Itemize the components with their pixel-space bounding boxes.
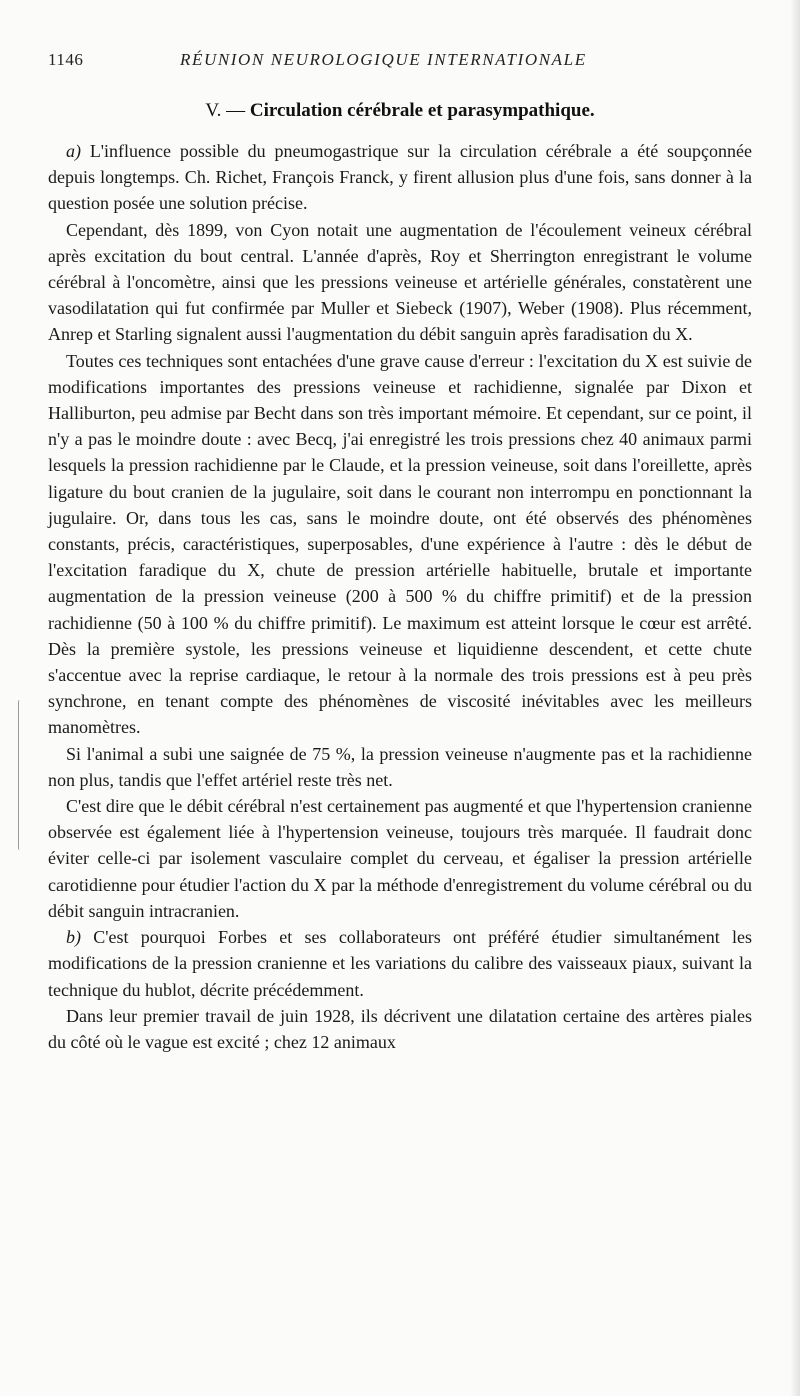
margin-pencil-mark [18,700,22,850]
paragraph [48,924,752,1003]
page-edge-shadow [790,0,800,1396]
paragraph [48,1003,752,1055]
paragraph-label: a) [66,141,81,161]
paragraph-text: C'est dire que le débit cérébral n'est certainement pas augmenté et que l'hypertension cranienne observée est également liée à l'hypertension veineuse, toujours très marquée. Il faudrait donc éviter celle-ci par isolement vasculaire complet du cerveau, et égaliser la pression artérielle carotidienne pour étudier l'action du X par la méthode d'enregistrement du volume cérébral ou du débit sanguin intracranien. [48,796,752,921]
section-number: V. — [205,100,246,121]
running-header [48,50,752,74]
paragraph-text: L'influence possible du pneumogastrique sur la circulation cérébrale a été soupçonnée depuis longtemps. Ch. Richet, François Franck, y firent allusion plus d'une fois, sans donner à la question posée une solution précise. [48,141,752,214]
paragraph-text: C'est pourquoi Forbes et ses collaborateurs ont préféré étudier simultanément les modifications de la pression cranienne et les variations du calibre des vaisseaux piaux, suivant la technique du hublot, décrite précédemment. [48,927,752,1000]
paragraph [48,741,752,793]
paragraph-text: Toutes ces techniques sont entachées d'une grave cause d'erreur : l'excitation du X est suivie de modifications importantes des pressions veineuse et rachidienne, signalée par Dixon et Halliburton, peu admise par Becht dans son très important mémoire. Et cependant, sur ce point, il n'y a pas le moindre doute : avec Becq, j'ai enregistré les trois pressions chez 40 animaux parmi lesquels la pression rachidienne par le Claude, et la pression veineuse, soit dans l'oreillette, après ligature du bout cranien de la jugulaire, soit dans le courant non interrompu en ponctionnant la jugulaire. Or, dans tous les cas, sans le moindre doute, ont été observés des phénomènes constants, précis, caractéristiques, superposables, d'une expérience à l'autre : dès le début de l'excitation faradique du X, chute de pression artérielle habituelle, brutale et importante augmentation de la pression veineuse (200 à 500 % du chiffre primitif) et de la pression rachidienne (50 à 100 % du chiffre primitif). Le maximum est atteint lorsque le cœur est arrêté. Dès la première systole, les pressions veineuse et liquidienne descendent, et cette chute s'accentue avec la reprise cardiaque, le retour à la normale des trois pressions est à peu près synchrone, en tenant compte des phénomènes de viscosité inévitables avec les meilleurs manomètres. [48,350,752,738]
body-text [48,138,752,1055]
paragraph [48,348,752,741]
paragraph [48,217,752,348]
paragraph-text: Dans leur premier travail de juin 1928, ils décrivent une dilatation certaine des artères piales du côté où le vague est excité ; chez 12 animaux [48,1005,752,1052]
running-title: RÉUNION NEUROLOGIQUE INTERNATIONALE [180,50,587,69]
paragraph [48,793,752,924]
section-heading [48,100,752,122]
paragraph-text: Si l'animal a subi une saignée de 75 %, la pression veineuse n'augmente pas et la rachidienne non plus, tandis que l'effet artériel reste très net. [48,743,752,790]
paragraph-text: Cependant, dès 1899, von Cyon notait une augmentation de l'écoulement veineux cérébral après excitation du bout central. L'année d'après, Roy et Sherrington enregistrant le volume cérébral à l'oncomètre, ainsi que les pressions veineuse et artérielle générales, constatèrent une vasodilatation qui fut confirmée par Muller et Siebeck (1907), Weber (1908). Plus récemment, Anrep et Starling signalent aussi l'augmentation du débit sanguin après faradisation du X. [48,219,752,345]
paragraph [48,138,752,217]
page-number: 1146 [48,50,84,69]
paragraph-label: b) [66,927,81,948]
section-title: Circulation cérébrale et parasympathique. [249,100,595,121]
